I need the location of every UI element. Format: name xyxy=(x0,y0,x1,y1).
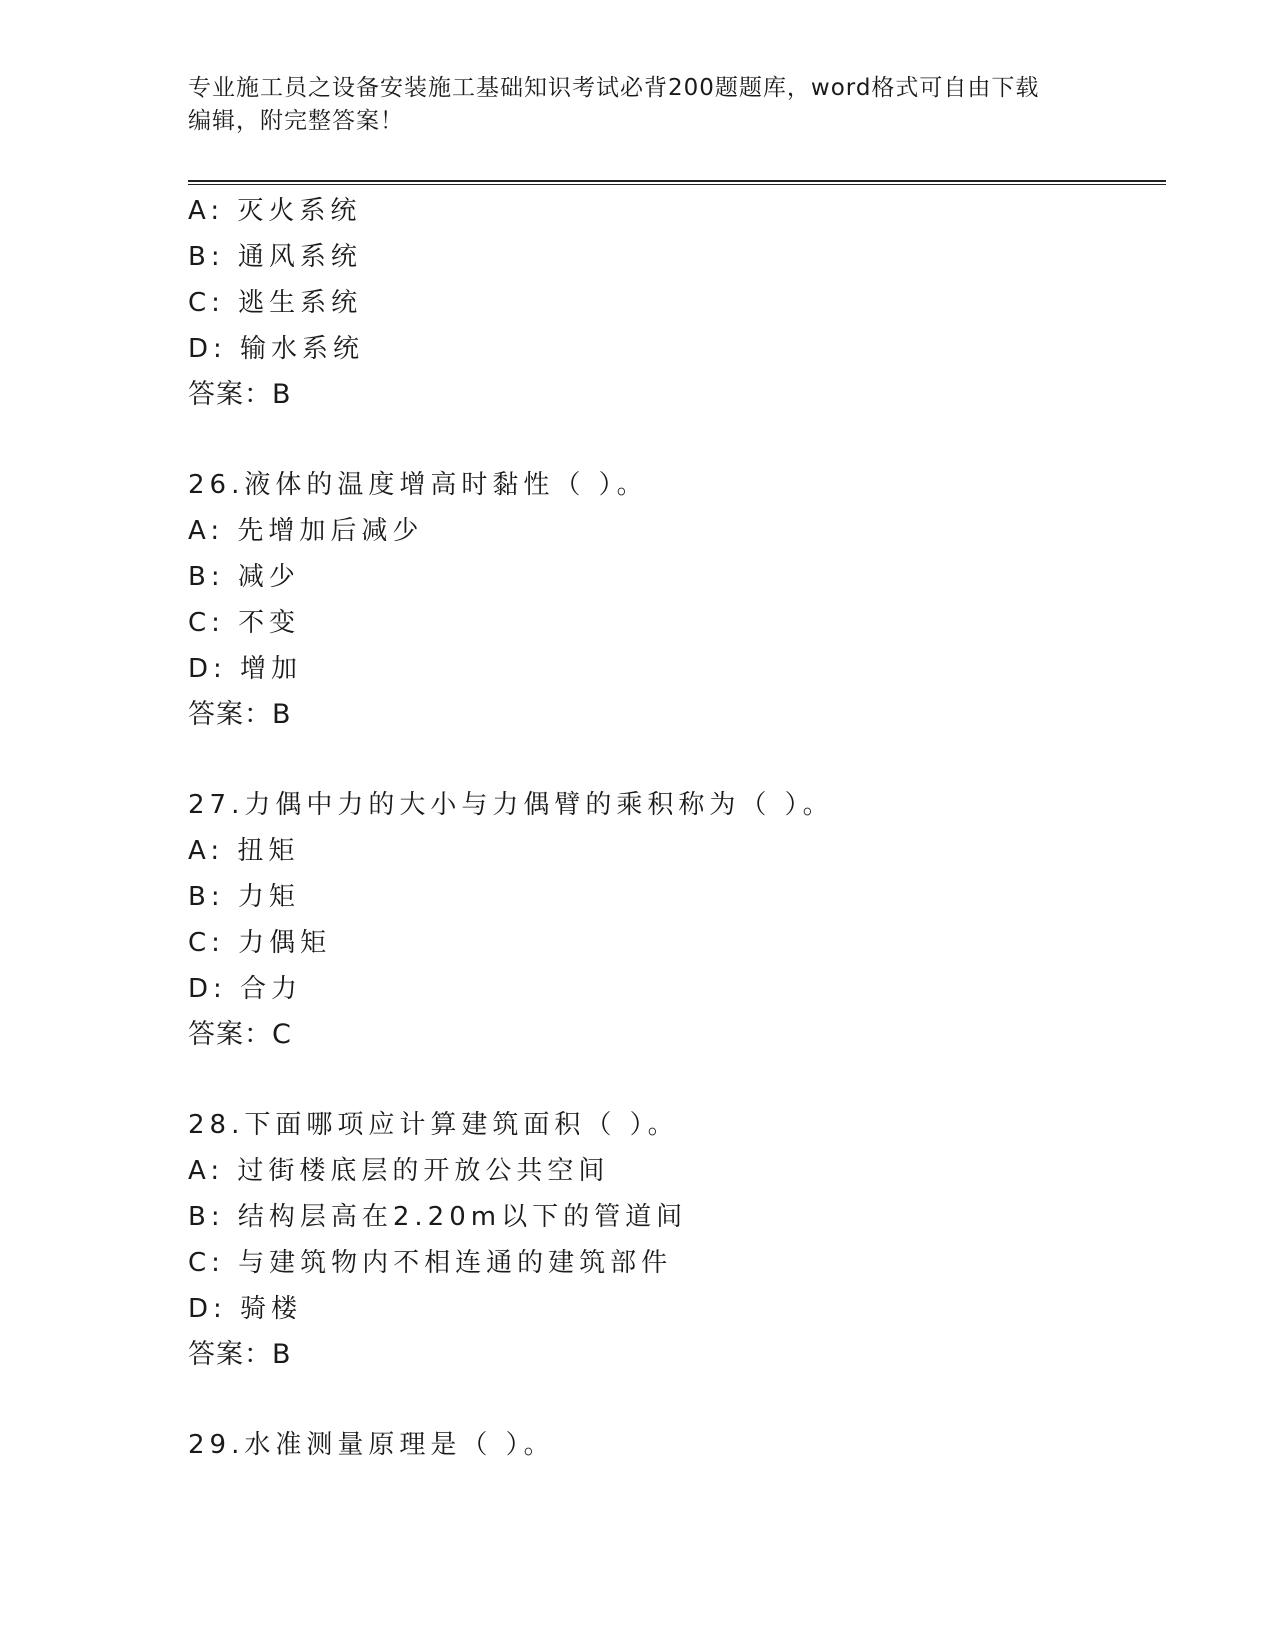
option-b: B: 减少 xyxy=(188,562,300,592)
option-b: B: 结构层高在2.20m以下的管道间 xyxy=(188,1202,688,1232)
option-a: A: 扭矩 xyxy=(188,836,300,866)
header-line-1: 专业施工员之设备安装施工基础知识考试必背200题题库，word格式可自由下载 xyxy=(188,75,1040,101)
question-block xyxy=(188,1422,1168,1468)
question-text: 27.力偶中力的大小与力偶臂的乘积称为（ ）。 xyxy=(188,790,834,820)
question-text: 26.液体的温度增高时黏性（ ）。 xyxy=(188,470,648,500)
option-b: B: 力矩 xyxy=(188,882,300,912)
option-d: D: 合力 xyxy=(188,974,303,1004)
option-c: C: 逃生系统 xyxy=(188,288,363,318)
option-c: C: 与建筑物内不相连通的建筑部件 xyxy=(188,1248,673,1278)
option-a: A: 先增加后减少 xyxy=(188,516,424,546)
option-a: A: 过街楼底层的开放公共空间 xyxy=(188,1156,610,1186)
question-block xyxy=(188,188,1168,418)
question-text: 28.下面哪项应计算建筑面积（ ）。 xyxy=(188,1110,679,1140)
answer: 答案：B xyxy=(188,379,292,410)
option-c: C: 力偶矩 xyxy=(188,928,332,958)
answer: 答案：B xyxy=(188,1339,292,1370)
question-text: 29.水准测量原理是（ ）。 xyxy=(188,1430,555,1460)
question-block xyxy=(188,1102,1168,1378)
answer: 答案：C xyxy=(188,1019,292,1050)
option-d: D: 输水系统 xyxy=(188,334,365,364)
header-line-2: 编辑，附完整答案！ xyxy=(188,108,404,134)
option-a: A: 灭火系统 xyxy=(188,196,362,226)
document-header xyxy=(188,72,1068,138)
header-divider xyxy=(188,180,1166,185)
option-d: D: 骑楼 xyxy=(188,1294,303,1324)
option-b: B: 通风系统 xyxy=(188,242,362,272)
option-c: C: 不变 xyxy=(188,608,301,638)
option-d: D: 增加 xyxy=(188,654,303,684)
question-block xyxy=(188,782,1168,1058)
answer: 答案：B xyxy=(188,699,292,730)
question-block xyxy=(188,462,1168,738)
question-list xyxy=(188,188,1168,1468)
